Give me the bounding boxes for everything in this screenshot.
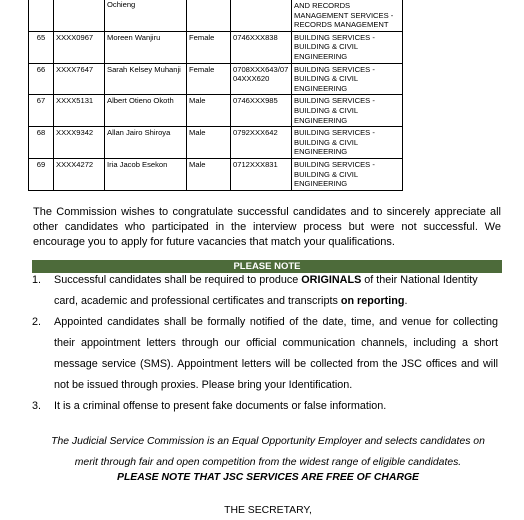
cell-name: Albert Otieno Okoth bbox=[105, 95, 187, 127]
table-row bbox=[29, 95, 403, 127]
cell-department: BUILDING SERVICES - BUILDING & CIVIL ENGINEERING bbox=[292, 127, 403, 159]
cell-number: 67 bbox=[29, 95, 54, 127]
cell-number: 65 bbox=[29, 31, 54, 63]
note-emphasis: ORIGINALS bbox=[301, 274, 362, 286]
cell-phone bbox=[231, 0, 292, 31]
cell-phone: 0792XXX642 bbox=[231, 127, 292, 159]
note-text bbox=[54, 270, 498, 312]
note-number: 3. bbox=[32, 400, 42, 412]
cell-gender: Male bbox=[187, 95, 231, 127]
cell-name: Iria Jacob Esekon bbox=[105, 158, 187, 190]
cell-department: BUILDING SERVICES - BUILDING & CIVIL ENGINEERING bbox=[292, 95, 403, 127]
note-item bbox=[30, 396, 498, 417]
note-text: Appointed candidates shall be formally notified of the date, time, and venue for collecting their appointment letters through our official communication channels, including a short message service (SMS). Appointment letters will be collected from the JSC offices and will not be issued through proxies. Please bring your Identification. bbox=[54, 316, 498, 391]
cell-id: XXXX4272 bbox=[54, 158, 105, 190]
cell-name: Allan Jairo Shiroya bbox=[105, 127, 187, 159]
table-row bbox=[29, 31, 403, 63]
cell-department: BUILDING SERVICES - BUILDING & CIVIL ENGINEERING bbox=[292, 158, 403, 190]
cell-number: 68 bbox=[29, 127, 54, 159]
note-number: 2. bbox=[32, 316, 42, 328]
cell-gender: Female bbox=[187, 31, 231, 63]
cell-gender bbox=[187, 0, 231, 31]
table-row bbox=[29, 158, 403, 190]
free-of-charge-notice: PLEASE NOTE THAT JSC SERVICES ARE FREE OF CHARGE bbox=[117, 472, 419, 483]
cell-phone: 0708XXX643/0704XXX620 bbox=[231, 63, 292, 95]
note-text-part: . bbox=[404, 295, 408, 307]
note-item bbox=[30, 312, 498, 396]
cell-phone: 0746XXX838 bbox=[231, 31, 292, 63]
table-row bbox=[29, 63, 403, 95]
cell-name: Moreen Wanjiru bbox=[105, 31, 187, 63]
cell-number: 69 bbox=[29, 158, 54, 190]
note-text: It is a criminal offense to present fake documents or false information. bbox=[54, 400, 387, 412]
cell-gender: Male bbox=[187, 158, 231, 190]
cell-id bbox=[54, 0, 105, 31]
cell-department: AND RECORDS MANAGEMENT SERVICES - RECORDS MANAGEMENT bbox=[292, 0, 403, 31]
cell-department: BUILDING SERVICES - BUILDING & CIVIL ENGINEERING bbox=[292, 31, 403, 63]
cell-id: XXXX9342 bbox=[54, 127, 105, 159]
table-row bbox=[29, 127, 403, 159]
cell-number bbox=[29, 0, 54, 31]
cell-name: Ochieng bbox=[105, 0, 187, 31]
cell-gender: Female bbox=[187, 63, 231, 95]
cell-name: Sarah Kelsey Muhanji bbox=[105, 63, 187, 95]
please-note-heading: PLEASE NOTE bbox=[32, 260, 502, 273]
cell-phone: 0746XXX985 bbox=[231, 95, 292, 127]
cell-id: XXXX5131 bbox=[54, 95, 105, 127]
congratulations-paragraph: The Commission wishes to congratulate successful candidates and to sincerely appreciate all other candidates who participated in the interview process but were not successful. We encourage you to apply for future vacancies that match your qualifications. bbox=[33, 206, 501, 248]
cell-id: XXXX7647 bbox=[54, 63, 105, 95]
note-text-part: Successful candidates shall be required to produce bbox=[54, 274, 302, 286]
notes-list bbox=[30, 270, 498, 417]
equal-opportunity-statement: The Judicial Service Commission is an Equal Opportunity Employer and selects candidates on merit through fair and open competition from the widest range of eligible candidates. bbox=[51, 436, 485, 468]
cell-number: 66 bbox=[29, 63, 54, 95]
cell-id: XXXX0967 bbox=[54, 31, 105, 63]
cell-department: BUILDING SERVICES - BUILDING & CIVIL ENGINEERING bbox=[292, 63, 403, 95]
secretary-signoff: THE SECRETARY, bbox=[224, 505, 312, 516]
note-item bbox=[30, 270, 498, 312]
note-number: 1. bbox=[32, 274, 42, 286]
cell-phone: 0712XXX831 bbox=[231, 158, 292, 190]
table-row bbox=[29, 0, 403, 31]
note-text-part: of their National Identity card, academic and professional certificates and transcripts bbox=[54, 274, 478, 307]
cell-gender: Male bbox=[187, 127, 231, 159]
note-emphasis: on reporting bbox=[340, 295, 405, 307]
shortlist-table bbox=[28, 0, 402, 191]
